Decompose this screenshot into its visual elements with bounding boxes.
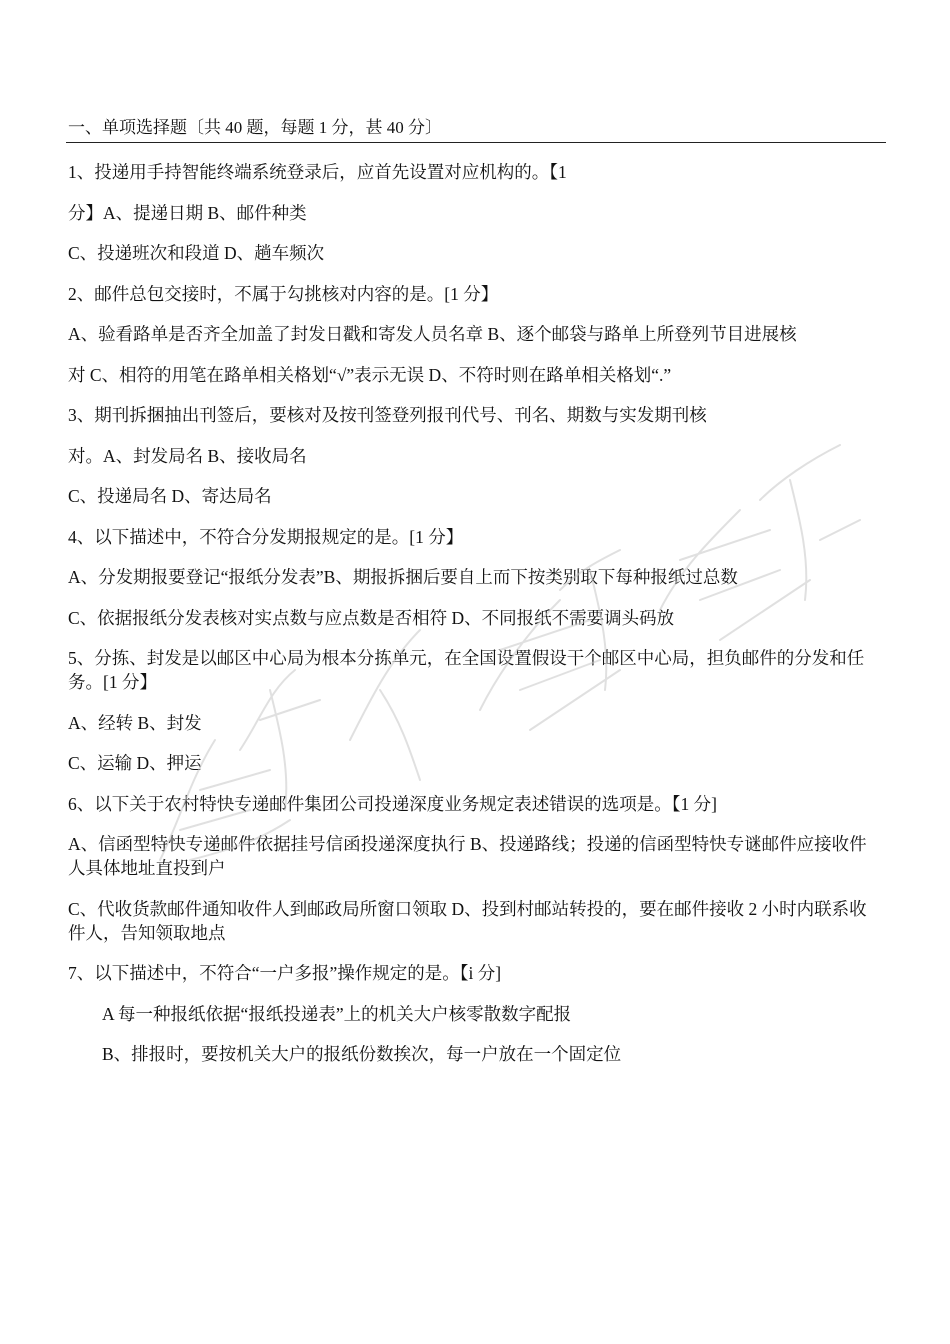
text-line: 分】A、提递日期 B、邮件种类 (68, 202, 307, 223)
text-line: C、代收货款邮件通知收件人到邮政局所窗口领取 D、投到村邮站转投的，要在邮件接收 2 小时内联系收件人，告知领取地点 (68, 898, 867, 943)
text-line: 对 C、相符的用笔在路单相关格划“√”表示无误 D、不符时则在路单相关格划“.” (68, 364, 672, 385)
text-line: 1、投递用手持智能终端系统登录后，应首先设置对应机构的。【1 (68, 162, 567, 182)
text-line: C、依据报纸分发表核对实点数与应点数是否相符 D、不同报纸不需要调头码放 (68, 607, 675, 628)
text-line: 2、邮件总包交接时，不属于勾挑核对内容的是。[1 分】 (68, 283, 499, 304)
text-line: 对。A、封发局名 B、接收局名 (68, 445, 307, 466)
text-line: C、运输 D、押运 (68, 753, 202, 773)
text-line: A、信函型特快专递邮件依据挂号信函投递深度执行 B、投递路线；投递的信函型特快专谜邮件应接收件人具体地址直投到户 (68, 834, 867, 878)
text-line: C、投递班次和段道 D、趟车频次 (68, 243, 325, 263)
text-line: B、排报时，要按机关大户的报纸份数挨次，每一户放在一个固定位 (102, 1044, 622, 1064)
text-line: 3、期刊拆捆抽出刊签后，要核对及按刊签登列报刊代号、刊名、期数与实发期刊核 (68, 405, 707, 425)
text-line: 4、以下描述中，不符合分发期报规定的是。[1 分】 (68, 526, 464, 547)
text-line: A 每一种报纸依据“报纸投递表”上的机关大户核零散数字配报 (102, 1003, 572, 1024)
text-line: 7、以下描述中，不符合“一户多报”操作规定的是。【i 分] (68, 963, 502, 983)
text-line: A、分发期报要登记“报纸分发表”B、期报拆捆后要自上而下按类别取下每种报纸过总数 (68, 567, 738, 587)
section-title: 一、单项选择题〔共 40 题，每题 1 分，甚 40 分〕 (68, 118, 442, 137)
question-list (68, 160, 884, 1083)
text-line: 5、分拣、封发是以邮区中心局为根本分拣单元，在全国设置假设干个邮区中心局，担负邮件的分发和任务。[1 分】 (68, 648, 865, 692)
text-line: A、验看路单是否齐全加盖了封发日戳和寄发人员名章 B、逐个邮袋与路单上所登列节目进展核 (68, 324, 797, 344)
text-line: C、投递局名 D、寄达局名 (68, 486, 272, 506)
title-divider (66, 142, 886, 143)
text-line: A、经转 B、封发 (68, 712, 202, 733)
text-line: 6、以下关于农村特快专递邮件集团公司投递深度业务规定表述错误的选项是。【1 分] (68, 793, 717, 814)
